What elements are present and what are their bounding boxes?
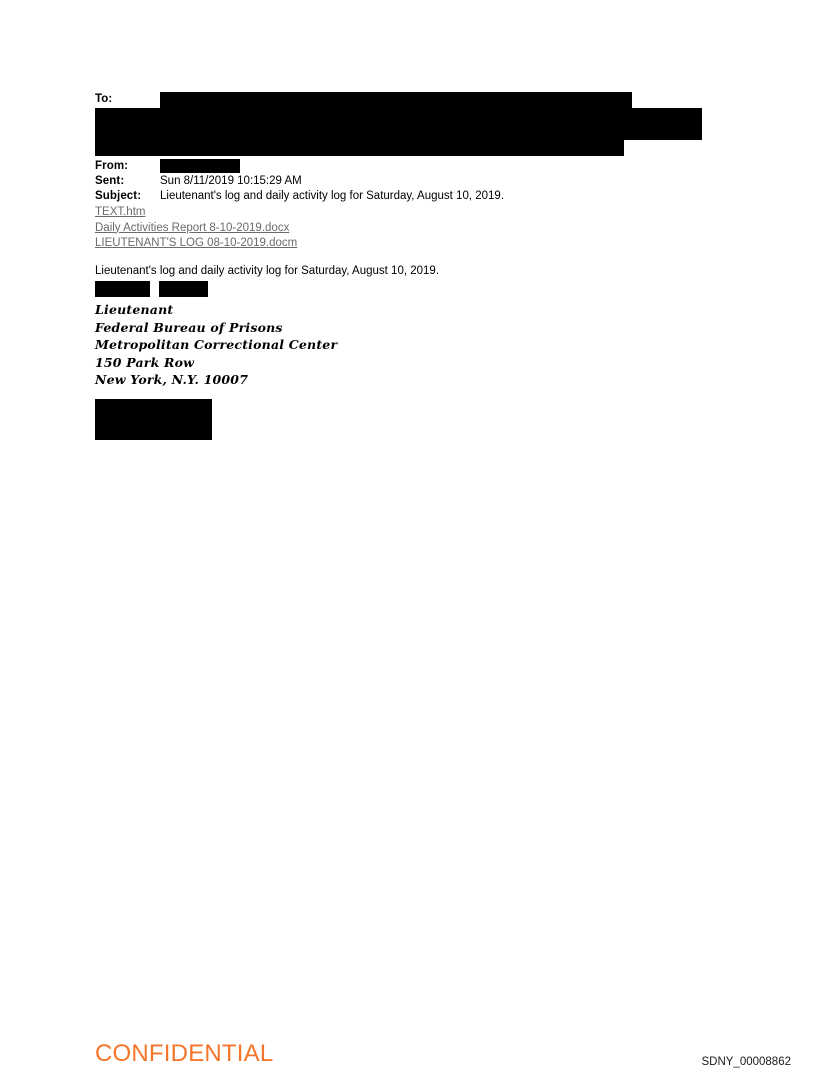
redaction-bar xyxy=(95,399,212,440)
redaction-bar xyxy=(95,124,702,140)
header-row-sent xyxy=(95,174,715,189)
attachment-link[interactable]: TEXT.htm xyxy=(95,206,146,218)
signature-line: 150 Park Row xyxy=(95,354,195,370)
field-label-subject: Subject: xyxy=(95,190,142,202)
redaction-bar xyxy=(95,108,636,124)
header-row-subject xyxy=(95,189,715,204)
attachment-link[interactable]: LIEUTENANT'S LOG 08-10-2019.docm xyxy=(95,237,298,249)
field-value-subject: Lieutenant's log and daily activity log for Saturday, August 10, 2019. xyxy=(160,190,505,202)
bates-number: SDNY_00008862 xyxy=(701,1056,791,1068)
field-label-sent: Sent: xyxy=(95,175,125,187)
signature-line: Lieutenant xyxy=(95,302,174,317)
signature-line: New York, N.Y. 10007 xyxy=(95,372,249,388)
field-value-sent: Sun 8/11/2019 10:15:29 AM xyxy=(160,175,302,187)
redaction-bar xyxy=(95,281,150,297)
confidential-stamp: CONFIDENTIAL xyxy=(95,1040,274,1067)
attachment-link[interactable]: Daily Activities Report 8-10-2019.docx xyxy=(95,221,290,234)
signature-block xyxy=(95,301,337,389)
redaction-bar xyxy=(160,92,632,108)
signature-line: Metropolitan Correctional Center xyxy=(95,337,338,353)
redaction-bar xyxy=(160,159,240,173)
redaction-bar xyxy=(159,281,208,297)
field-label-from: From: xyxy=(95,160,129,172)
field-label-to: To: xyxy=(95,93,113,105)
attachment-list xyxy=(95,205,297,252)
email-body-text: Lieutenant's log and daily activity log for Saturday, August 10, 2019. xyxy=(95,265,440,277)
redaction-bar xyxy=(636,108,702,124)
redaction-bar xyxy=(95,140,624,156)
signature-line: Federal Bureau of Prisons xyxy=(95,319,283,335)
